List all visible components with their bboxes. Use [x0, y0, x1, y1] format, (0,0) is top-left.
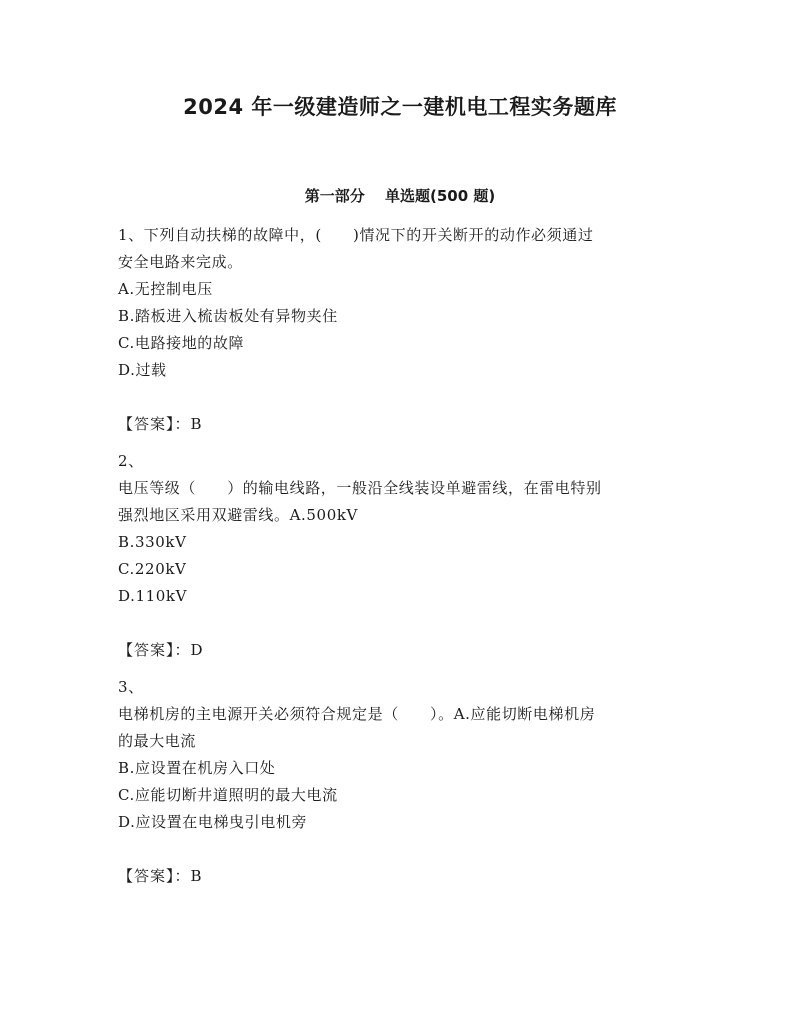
answer-label: 【答案】： [118, 867, 191, 885]
question-number: 2、 [118, 452, 144, 470]
answer-value: D [190, 641, 204, 659]
answer-label: 【答案】： [118, 641, 191, 659]
question-stem-continued: 强烈地区采用双避雷线。A.500kV [118, 506, 358, 524]
question-1 [118, 222, 682, 384]
question-number: 3、 [118, 678, 144, 696]
section-title: 第一部分 单选题(500 题) [304, 187, 496, 205]
question-stem: 1、下列自动扶梯的故障中，( )情况下的开关断开的动作必须通过 [118, 226, 594, 244]
option-d: D.应设置在电梯曳引电机旁 [118, 813, 308, 831]
answer-line [118, 863, 682, 890]
question-stem: 电压等级（ ）的输电线路，一般沿全线装设单避雷线，在雷电特别 [118, 479, 602, 497]
page-title: 2024 年一级建造师之一建机电工程实务题库 [183, 95, 617, 119]
option-b: B.330kV [118, 533, 187, 551]
answer-value: B [190, 415, 203, 433]
question-stem-continued: 安全电路来完成。 [118, 253, 243, 271]
option-d: D.110kV [118, 587, 188, 605]
option-c: C.电路接地的故障 [118, 334, 245, 352]
answer-line [118, 637, 682, 664]
option-d: D.过载 [118, 361, 167, 379]
option-b: B.踏板进入梳齿板处有异物夹住 [118, 307, 338, 325]
option-c: C.应能切断井道照明的最大电流 [118, 786, 338, 804]
option-b: B.应设置在机房入口处 [118, 759, 276, 777]
answer-line [118, 411, 682, 438]
answer-label: 【答案】： [118, 415, 191, 433]
answer-value: B [190, 867, 203, 885]
question-2 [118, 448, 682, 610]
question-stem: 电梯机房的主电源开关必须符合规定是（ ）。A.应能切断电梯机房 [118, 705, 596, 723]
option-a: A.无控制电压 [118, 280, 213, 298]
option-c: C.220kV [118, 560, 187, 578]
question-3 [118, 674, 682, 836]
question-list [118, 222, 682, 890]
question-stem-continued: 的最大电流 [118, 732, 197, 750]
